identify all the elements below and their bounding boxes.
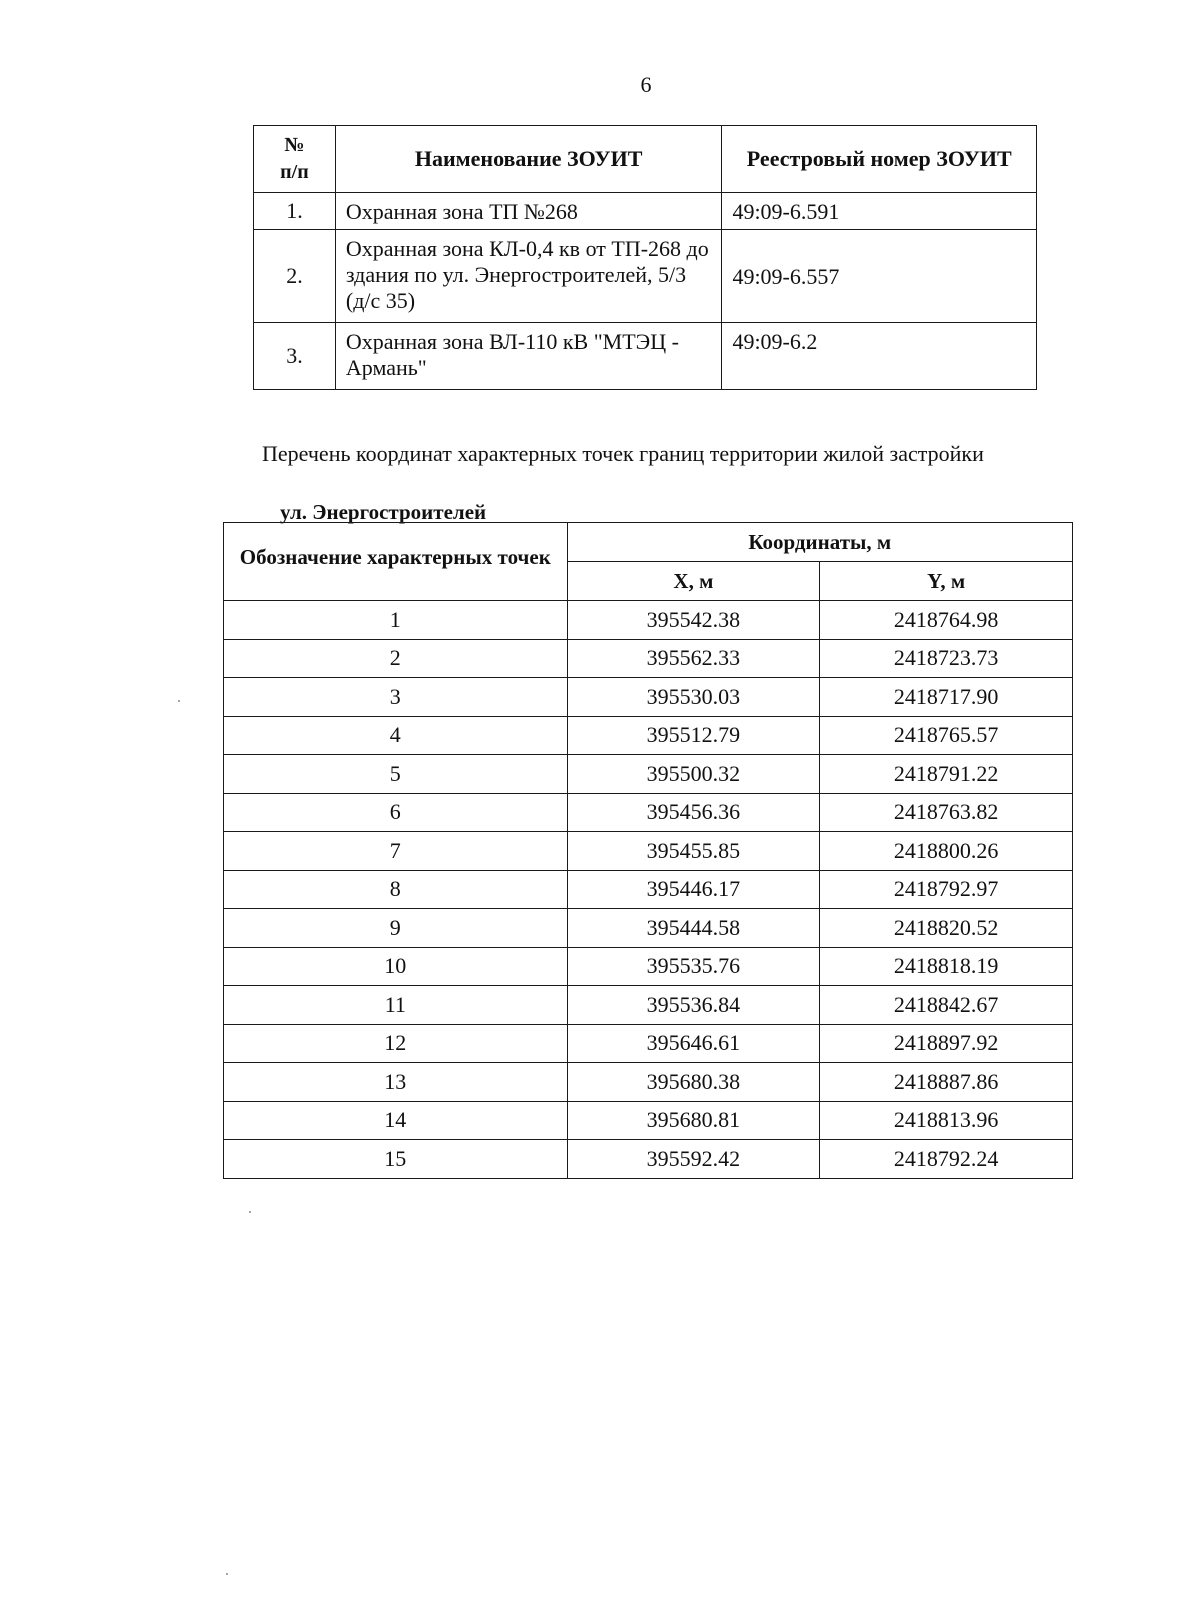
coord-row-y: 2418818.19 — [820, 947, 1073, 986]
table-row — [224, 793, 1073, 832]
coord-row-point: 15 — [224, 1140, 568, 1179]
table-row — [224, 947, 1073, 986]
coord-header-x: X, м — [567, 562, 820, 601]
table-row — [254, 323, 1037, 390]
table-row — [254, 193, 1037, 230]
zouit-row-registry: 49:09-6.2 — [722, 323, 1037, 390]
coord-row-x: 395512.79 — [567, 716, 820, 755]
coord-row-x: 395562.33 — [567, 639, 820, 678]
coord-row-x: 395680.81 — [567, 1101, 820, 1140]
zouit-table — [253, 125, 1037, 390]
coord-row-y: 2418723.73 — [820, 639, 1073, 678]
coord-header-points: Обозначение характерных точек — [224, 523, 568, 601]
table-row — [224, 1140, 1073, 1179]
table-row — [224, 1024, 1073, 1063]
table-row — [254, 230, 1037, 323]
coord-row-x: 395500.32 — [567, 755, 820, 794]
coord-row-y: 2418765.57 — [820, 716, 1073, 755]
coord-row-y: 2418792.24 — [820, 1140, 1073, 1179]
coord-row-point: 12 — [224, 1024, 568, 1063]
coord-row-x: 395455.85 — [567, 832, 820, 871]
coord-row-y: 2418897.92 — [820, 1024, 1073, 1063]
page-number: 6 — [640, 72, 652, 97]
zouit-table-header — [254, 126, 1037, 193]
coordinates-table — [223, 522, 1073, 1179]
coord-row-y: 2418813.96 — [820, 1101, 1073, 1140]
coord-row-x: 395444.58 — [567, 909, 820, 948]
zouit-row-registry: 49:09-6.557 — [722, 230, 1037, 323]
coord-row-point: 6 — [224, 793, 568, 832]
zouit-row-name: Охранная зона КЛ-0,4 кв от ТП-268 до здания по ул. Энергостроителей, 5/3 (д/с 35) — [335, 230, 722, 323]
zouit-row-number: 1. — [254, 193, 336, 230]
coord-row-point: 3 — [224, 678, 568, 717]
coord-row-y: 2418764.98 — [820, 601, 1073, 640]
coord-row-y: 2418887.86 — [820, 1063, 1073, 1102]
coord-row-x: 395646.61 — [567, 1024, 820, 1063]
coord-row-point: 14 — [224, 1101, 568, 1140]
coord-row-x: 395530.03 — [567, 678, 820, 717]
coord-row-point: 5 — [224, 755, 568, 794]
table-row — [224, 1063, 1073, 1102]
table-row — [224, 639, 1073, 678]
coord-table-body — [224, 601, 1073, 1179]
coord-row-y: 2418842.67 — [820, 986, 1073, 1025]
table-row — [224, 755, 1073, 794]
table-row — [224, 832, 1073, 871]
table-row — [224, 870, 1073, 909]
coord-row-x: 395446.17 — [567, 870, 820, 909]
coord-row-point: 9 — [224, 909, 568, 948]
coord-row-point: 1 — [224, 601, 568, 640]
coord-row-x: 395456.36 — [567, 793, 820, 832]
table-row — [224, 986, 1073, 1025]
coord-row-point: 11 — [224, 986, 568, 1025]
section-title: Перечень координат характерных точек границ территории жилой застройки — [262, 441, 984, 466]
coord-row-x: 395542.38 — [567, 601, 820, 640]
coord-row-y: 2418820.52 — [820, 909, 1073, 948]
coord-header-coords: Координаты, м — [567, 523, 1072, 562]
coord-row-y: 2418717.90 — [820, 678, 1073, 717]
scan-artifact — [178, 700, 180, 702]
coord-row-x: 395680.38 — [567, 1063, 820, 1102]
zouit-header-number-text: № п/п — [280, 134, 309, 183]
coord-row-y: 2418763.82 — [820, 793, 1073, 832]
coord-header-y: Y, м — [820, 562, 1073, 601]
coord-row-y: 2418791.22 — [820, 755, 1073, 794]
street-title: ул. Энергостроителей — [280, 500, 487, 524]
zouit-header-registry: Реестровый номер ЗОУИТ — [722, 126, 1037, 193]
coord-row-point: 8 — [224, 870, 568, 909]
table-row — [224, 716, 1073, 755]
zouit-row-registry: 49:09-6.591 — [722, 193, 1037, 230]
zouit-header-number — [254, 126, 336, 193]
coord-row-point: 2 — [224, 639, 568, 678]
coord-row-y: 2418800.26 — [820, 832, 1073, 871]
scan-artifact — [249, 1211, 251, 1213]
table-row — [224, 909, 1073, 948]
coord-row-x: 395592.42 — [567, 1140, 820, 1179]
table-row — [224, 601, 1073, 640]
scan-artifact — [226, 1573, 228, 1575]
coord-row-point: 13 — [224, 1063, 568, 1102]
zouit-row-number: 2. — [254, 230, 336, 323]
table-row — [224, 1101, 1073, 1140]
coord-row-x: 395535.76 — [567, 947, 820, 986]
zouit-row-number: 3. — [254, 323, 336, 390]
coord-row-point: 4 — [224, 716, 568, 755]
zouit-header-name: Наименование ЗОУИТ — [335, 126, 722, 193]
table-row — [224, 678, 1073, 717]
coord-row-x: 395536.84 — [567, 986, 820, 1025]
zouit-row-name: Охранная зона ВЛ-110 кВ "МТЭЦ - Армань" — [335, 323, 722, 390]
coord-row-point: 10 — [224, 947, 568, 986]
coord-row-y: 2418792.97 — [820, 870, 1073, 909]
coord-table-header — [224, 523, 1073, 562]
coord-row-point: 7 — [224, 832, 568, 871]
zouit-row-name: Охранная зона ТП №268 — [335, 193, 722, 230]
